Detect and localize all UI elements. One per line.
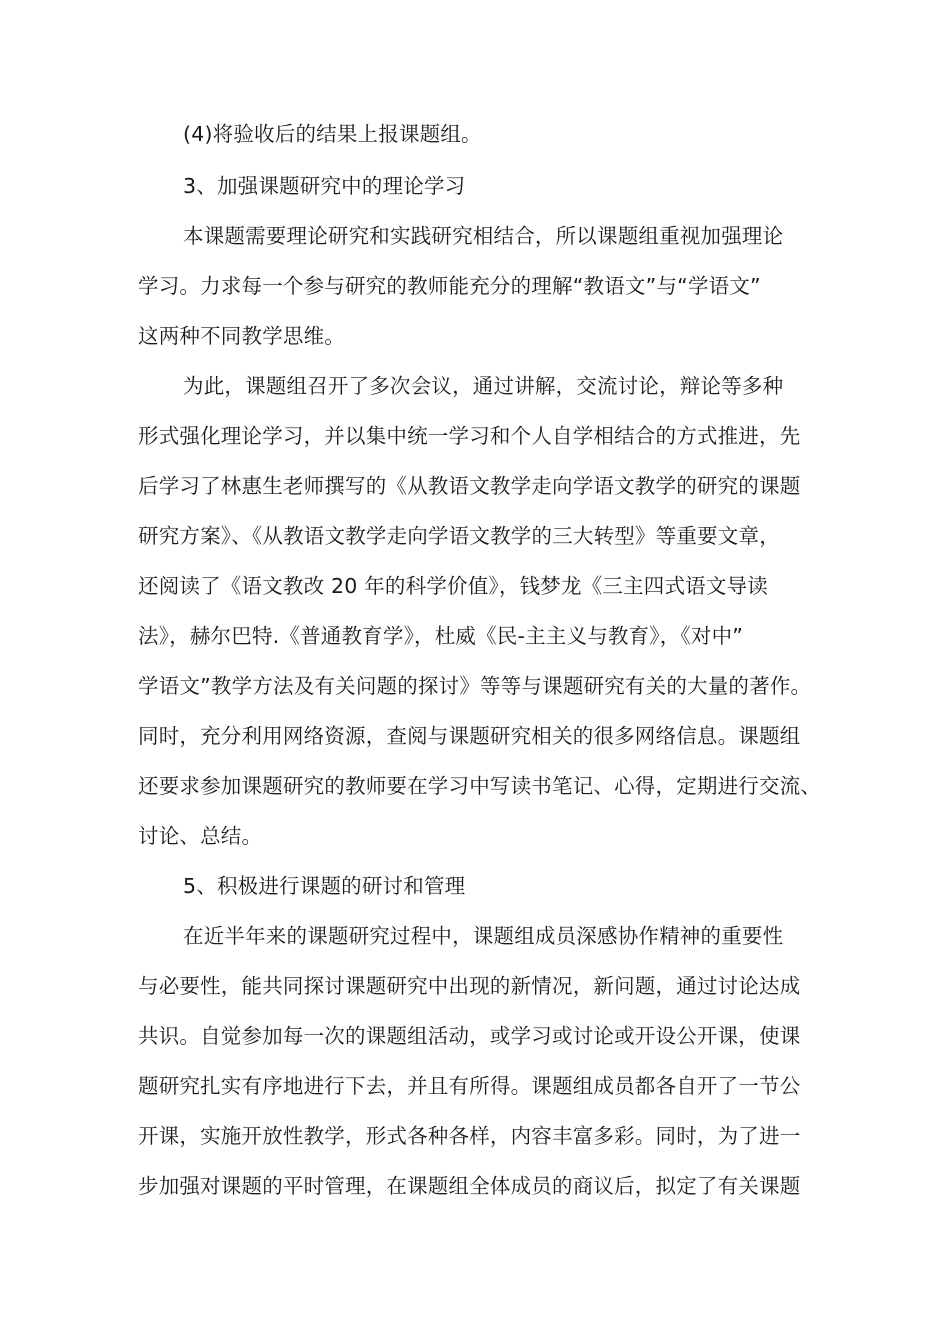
text-line: 还阅读了《语文教改 20 年的科学价值》，钱梦龙《三主四式语文导读	[138, 574, 768, 598]
text-line: 在近半年来的课题研究过程中，课题组成员深感协作精神的重要性	[183, 924, 784, 948]
text-line: 为此，课题组召开了多次会议，通过讲解，交流讨论，辩论等多种	[183, 374, 784, 398]
text-line: 同时，充分利用网络资源，查阅与课题研究相关的很多网络信息。课题组	[138, 724, 801, 748]
text-line: (4)将验收后的结果上报课题组。	[183, 122, 482, 146]
text-line: 这两种不同教学思维。	[138, 324, 345, 348]
text-line: 共识。自觉参加每一次的课题组活动，或学习或讨论或开设公开课，使课	[138, 1024, 801, 1048]
text-line: 本课题需要理论研究和实践研究相结合，所以课题组重视加强理论	[183, 224, 784, 248]
section-heading: 5、积极进行课题的研讨和管理	[183, 874, 466, 898]
text-line: 与必要性，能共同探讨课题研究中出现的新情况，新问题，通过讨论达成	[138, 974, 801, 998]
text-line: 步加强对课题的平时管理，在课题组全体成员的商议后，拟定了有关课题	[138, 1174, 801, 1198]
text-line: 讨论、总结。	[138, 824, 263, 848]
section-heading: 3、加强课题研究中的理论学习	[183, 174, 466, 198]
text-line: 学习。力求每一个参与研究的教师能充分的理解“教语文”与“学语文”	[138, 274, 761, 298]
text-line: 开课，实施开放性教学，形式各种各样，内容丰富多彩。同时，为了进一	[138, 1124, 801, 1148]
text-line: 学语文”教学方法及有关问题的探讨》等等与课题研究有关的大量的著作。	[138, 674, 812, 698]
text-line: 题研究扎实有序地进行下去，并且有所得。课题组成员都各自开了一节公	[138, 1074, 801, 1098]
text-line: 研究方案》、《从教语文教学走向学语文教学的三大转型》等重要文章，	[138, 524, 780, 548]
text-line: 法》，赫尔巴特.《普通教育学》，杜威《民-主主义与教育》，《对中”	[138, 624, 744, 648]
text-line: 后学习了林惠生老师撰写的《从教语文教学走向学语文教学的研究的课题	[138, 474, 801, 498]
text-line: 还要求参加课题研究的教师要在学习中写读书笔记、心得，定期进行交流、	[138, 774, 822, 798]
text-line: 形式强化理论学习，并以集中统一学习和个人自学相结合的方式推进，先	[138, 424, 801, 448]
